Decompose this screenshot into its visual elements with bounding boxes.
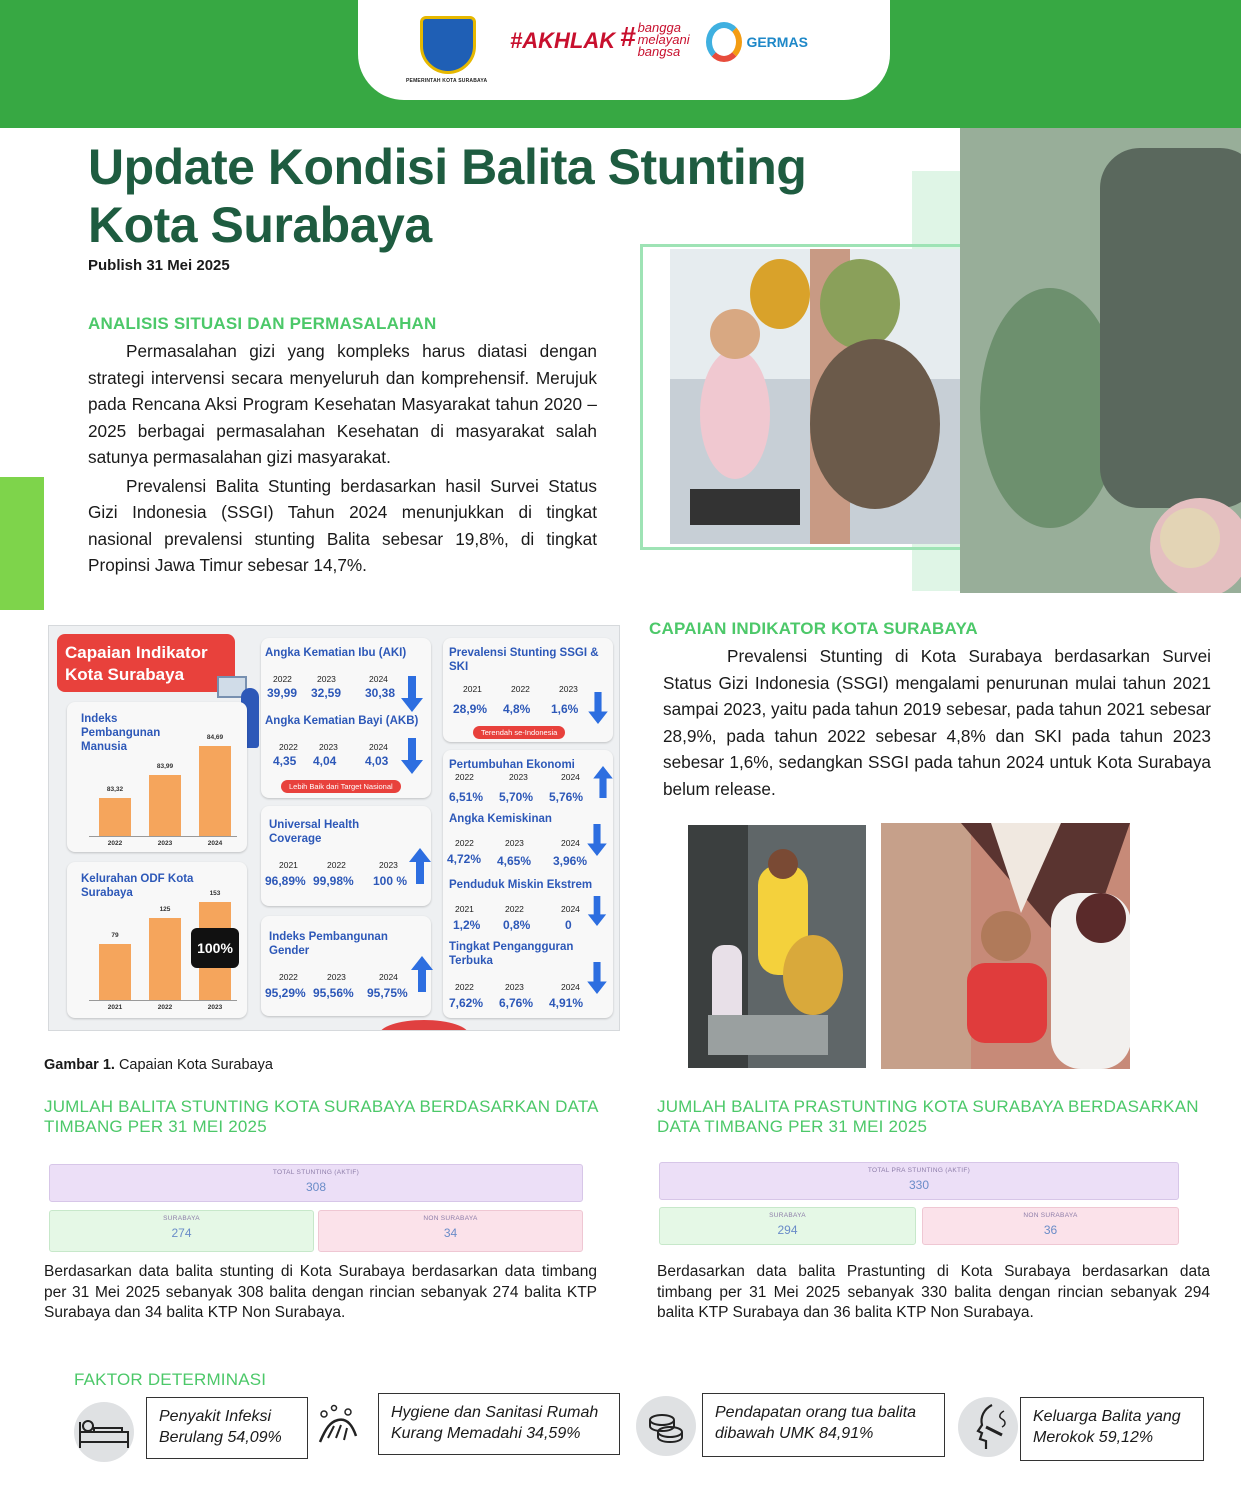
sick-bed-icon xyxy=(74,1402,134,1462)
akb-arrow-down-icon xyxy=(401,738,423,774)
uhc-arrow-up-icon xyxy=(409,848,431,884)
ipm-bar-2024 xyxy=(199,746,231,836)
capaian-text xyxy=(663,643,1211,802)
odf-badge: 100% xyxy=(191,928,239,968)
handwash-icon xyxy=(308,1398,368,1458)
analisis-heading: ANALISIS SITUASI DAN PERMASALAHAN xyxy=(88,314,437,333)
uhc-card: Universal Health Coverage 2021 2022 2023 96,89% 99,98% 100 % xyxy=(261,806,431,906)
prastunting-heading: JUMLAH BALITA PRASTUNTING KOTA SURABAYA BERDASARKAN DATA TIMBANG PER 31 MEI 2025 xyxy=(657,1097,1199,1136)
photo-child-measure xyxy=(881,823,1130,1069)
surabaya-crest-icon xyxy=(420,16,476,74)
prastunting-non-card: NON SURABAYA 36 xyxy=(922,1207,1179,1245)
capaian-heading: CAPAIAN INDIKATOR KOTA SURABAYA xyxy=(649,619,978,638)
stunting-non-card: NON SURABAYA 34 xyxy=(318,1210,583,1252)
aki-arrow-down-icon xyxy=(401,676,423,712)
photo-measuring-child xyxy=(960,128,1241,593)
bangga-logo: # bangga melayani bangsa xyxy=(620,20,690,59)
ekstrem-arrow-down-icon xyxy=(587,896,607,926)
photo-weighing-child xyxy=(670,249,960,544)
city-caption: PEMERINTAH KOTA SURABAYA xyxy=(406,78,488,84)
capaian-infographic xyxy=(48,625,620,1031)
photo-child-scale xyxy=(688,825,866,1068)
pengangguran-arrow-down-icon xyxy=(587,962,607,994)
infographic-banner: Capaian Indikator Kota Surabaya xyxy=(57,634,235,692)
stunting-summary: Berdasarkan data balita stunting di Kota Surabaya berdasarkan data timbang per 31 Mei 2025 sebanyak 308 balita dengan rincian sebanyak 274 balita KTP Surabaya dan 34 balita KTP Non Surabaya. xyxy=(44,1263,597,1321)
ipm-bar-2023 xyxy=(149,775,181,836)
ipg-card: Indeks Pembangunan Gender 2022 2023 2024 95,29% 95,56% 95,75% xyxy=(261,916,431,1016)
page-title: Update Kondisi Balita Stunting Kota Surabaya xyxy=(88,139,807,253)
stunting-note-pill: Terendah se-Indonesia xyxy=(473,726,565,739)
faktor-item-4: Keluarga Balita yang Merokok 59,12% xyxy=(1020,1397,1204,1461)
coins-icon xyxy=(636,1396,696,1456)
faktor-item-1: Penyakit Infeksi Berulang 54,09% xyxy=(146,1397,308,1459)
kemiskinan-arrow-down-icon xyxy=(587,824,607,856)
stunting-heading: JUMLAH BALITA STUNTING KOTA SURABAYA BERDASARKAN DATA TIMBANG PER 31 MEI 2025 xyxy=(44,1097,598,1136)
prastunting-summary: Berdasarkan data balita Prastunting di Kota Surabaya berdasarkan data timbang per 31 Mei 2025 sebanyak 330 balita dengan rincian sebanyak 294 balita KTP Surabaya dan 36 balita KTP Non Surabaya. xyxy=(657,1263,1210,1321)
analisis-paragraph-1: Permasalahan gizi yang kompleks harus diatasi dengan strategi intervensi secara menyeluruh dan komprehensif. Merujuk pada Rencana Aksi Program Kesehatan Masyarakat tahun 2020 – 2025 berbagai permasalahan Kesehatan di masyarakat salah satunya permasalahan gizi masyarakat. xyxy=(88,341,597,467)
side-accent-bar xyxy=(0,477,44,610)
prastunting-surabaya-card: SURABAYA 294 xyxy=(659,1207,916,1245)
publish-date: Publish 31 Mei 2025 xyxy=(88,257,230,274)
sick-bed-icon-bg xyxy=(74,1402,134,1462)
figure-caption: Gambar 1. Capaian Kota Surabaya xyxy=(44,1057,273,1073)
odf-card: Kelurahan ODF Kota Surabaya 79 125 153 100% 2021 2022 2023 xyxy=(67,862,247,1018)
smoking-icon-bg xyxy=(958,1397,1018,1457)
capaian-paragraph: Prevalensi Stunting di Kota Surabaya berdasarkan Survei Status Gizi Indonesia (SSGI) mengalami penurunan mulai tahun 2021 sampai 2023, yaitu pada tahun 2019 sebesar, pada tahun 2021 sebesar 28,9%, pada tahun 2022 sebesar 4,8% dan SKI pada tahun 2023 sebesar 1,6%, sedangkan SSGI pada tahun 2024 untuk Kota Surabaya belum release. xyxy=(663,646,1211,799)
stunting-surabaya-card: SURABAYA 274 xyxy=(49,1210,314,1252)
faktor-heading: FAKTOR DETERMINASI xyxy=(74,1370,267,1389)
ipg-arrow-up-icon xyxy=(411,956,433,992)
analisis-text xyxy=(88,338,597,579)
stunting-arrow-down-icon xyxy=(587,692,609,724)
ipm-card: Indeks Pembangunan Manusia 83,32 83,99 84,69 2022 2023 2024 xyxy=(67,702,247,852)
analisis-paragraph-2: Prevalensi Balita Stunting berdasarkan hasil Survei Status Gizi Indonesia (SSGI) Tahun 2024 menunjukkan di tingkat nasional prevalensi stunting Balita sebesar 19,8%, di tingkat Propinsi Jawa Timur sebesar 14,7%. xyxy=(88,475,597,575)
ipm-bar-2022 xyxy=(99,798,131,836)
akb-note-pill: Lebih Baik dari Target Nasional xyxy=(281,780,401,793)
prastunting-total-card: TOTAL PRA STUNTING (AKTIF) 330 xyxy=(659,1162,1179,1200)
odf-bar-2021 xyxy=(99,944,131,1000)
logo-tab xyxy=(358,0,890,100)
odf-bar-2022 xyxy=(149,918,181,1000)
germas-logo: GERMAS xyxy=(706,22,808,62)
ekonomi-arrow-up-icon xyxy=(593,766,613,798)
stunting-total-card: TOTAL STUNTING (AKTIF) 308 xyxy=(49,1164,583,1202)
aki-akb-card: Angka Kematian Ibu (AKI) 2022 2023 2024 39,99 32,59 30,38 Angka Kematian Bayi (AKB) 2022 2023 2024 4,35 4,04 4,03 Lebih Baik dari Target Nasional xyxy=(261,638,431,798)
faktor-item-2: Hygiene dan Sanitasi Rumah Kurang Memadahi 34,59% xyxy=(378,1393,620,1455)
germas-icon xyxy=(706,22,742,62)
akhlak-logo: #AKHLAK xyxy=(510,28,616,53)
stunting-card: Prevalensi Stunting SSGI & SKI 2021 2022 2023 28,9% 4,8% 1,6% Terendah se-Indonesia xyxy=(443,638,613,742)
economy-card: Pertumbuhan Ekonomi 2022 2023 2024 6,51% 5,70% 5,76% Angka Kemiskinan 2022 2023 2024 4,72% 4,65% 3,96% Penduduk Miskin Ekstrem 2021 2022 2024 1,2% 0,8% 0 Tingkat Pengangguran Terbuka 2022 2023 2024 7,62% 6,76% 4,91% xyxy=(443,750,613,1018)
faktor-item-3: Pendapatan orang tua balita dibawah UMK 84,91% xyxy=(702,1393,945,1457)
smoking-icon xyxy=(958,1397,1018,1457)
coins-icon-bg xyxy=(636,1396,696,1456)
handwash-icon-bg xyxy=(308,1398,368,1458)
decorative-red-shape xyxy=(379,1020,469,1031)
